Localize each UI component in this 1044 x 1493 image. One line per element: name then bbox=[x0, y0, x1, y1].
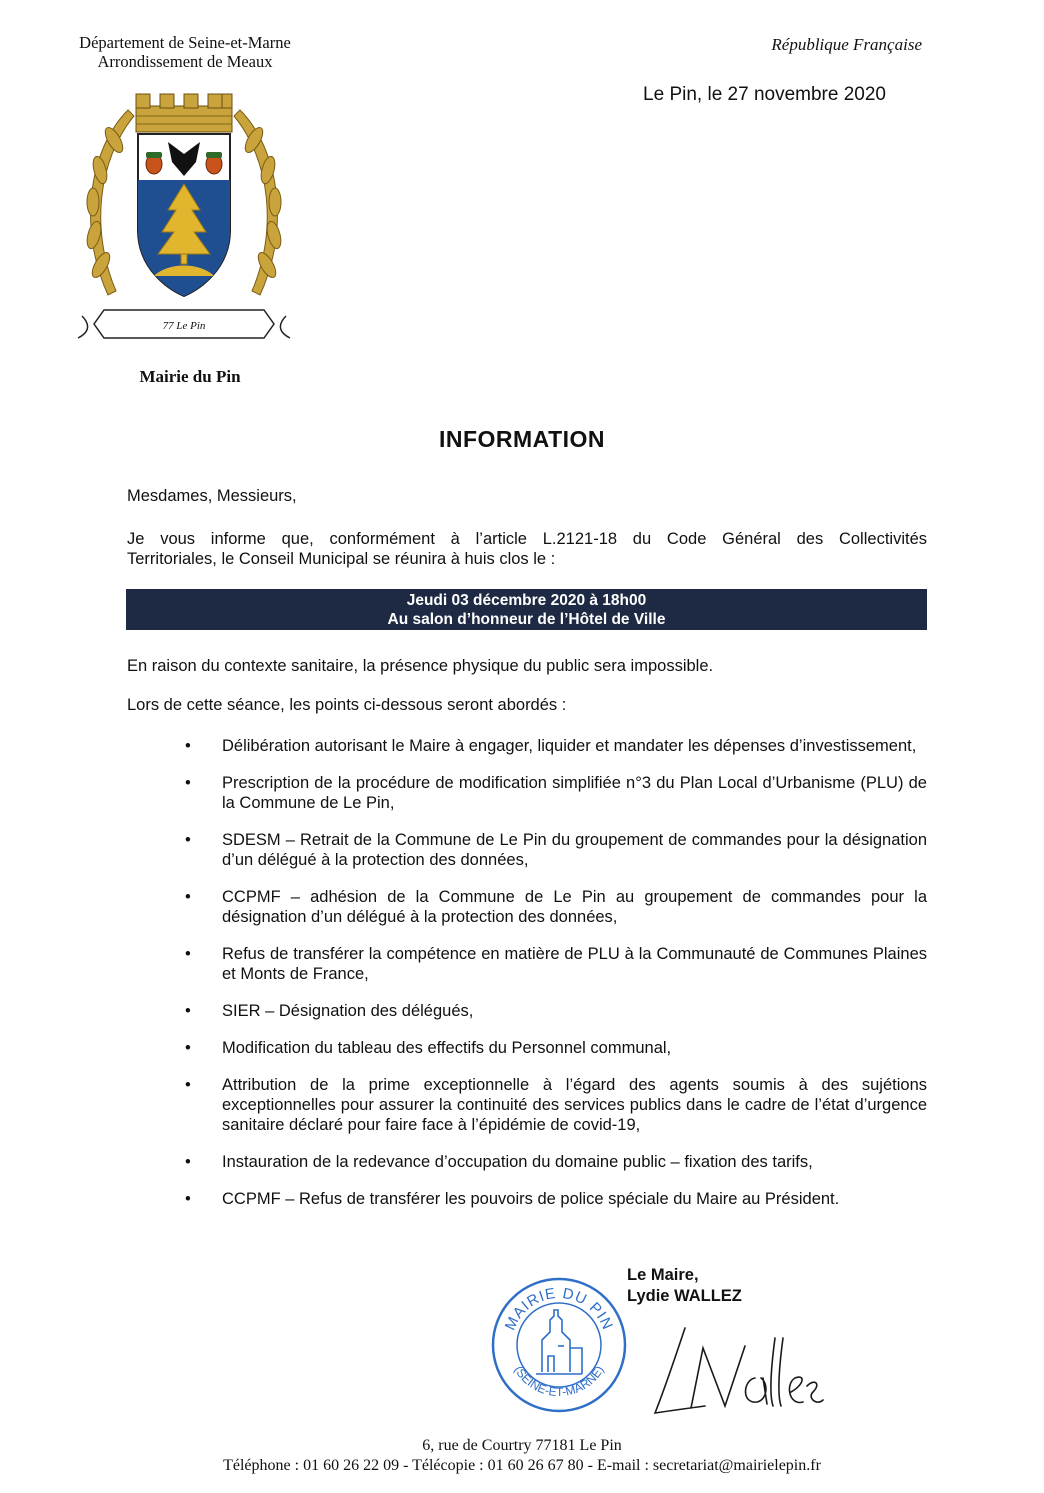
agenda-item-text: SDESM – Retrait de la Commune de Le Pin du groupement de commandes pour la désignation d’un délégué à la protection des données, bbox=[222, 831, 927, 869]
agenda-item bbox=[185, 887, 927, 927]
intro-paragraph bbox=[127, 529, 927, 569]
bullet-icon: • bbox=[185, 945, 191, 963]
agenda-item-text: Attribution de la prime exceptionnelle à l’égard des agents soumis à des sujétions exceptionnelles pour assurer la continuité des services publics dans le cadre de l’état d’urgence sanitaire déclaré pour faire face à l’épidémie de covid-19, bbox=[222, 1076, 927, 1134]
agenda-item-text: CCPMF – adhésion de la Commune de Le Pin au groupement de commandes pour la désignation d’un délégué à la protection des données, bbox=[222, 888, 927, 926]
mairie-stamp bbox=[490, 1276, 628, 1414]
bullet-icon: • bbox=[185, 1076, 191, 1094]
bullet-icon: • bbox=[185, 888, 191, 906]
place-date: Le Pin, le 27 novembre 2020 bbox=[643, 84, 886, 105]
bullet-icon: • bbox=[185, 1002, 191, 1020]
mayor-name: Lydie WALLEZ bbox=[627, 1287, 742, 1305]
intro-line: Territoriales, le Conseil Municipal se réunira à huis clos le : bbox=[127, 550, 556, 568]
footer-address: 6, rue de Courtry 77181 Le Pin bbox=[422, 1437, 622, 1454]
meeting-datetime: Jeudi 03 décembre 2020 à 18h00 bbox=[406, 592, 647, 609]
agenda-item bbox=[185, 944, 927, 984]
agenda-item bbox=[185, 773, 927, 813]
agenda-item-text: SIER – Désignation des délégués, bbox=[222, 1002, 474, 1020]
agenda-item bbox=[185, 1189, 927, 1209]
department-heading bbox=[55, 33, 315, 71]
agenda-item-text: Refus de transférer la compétence en matière de PLU à la Communauté de Communes Plaines et Monts de France, bbox=[222, 945, 927, 983]
meeting-location: Au salon d’honneur de l’Hôtel de Ville bbox=[387, 611, 666, 628]
meeting-banner bbox=[126, 589, 927, 630]
agenda-item bbox=[185, 736, 927, 756]
agenda-item bbox=[185, 1038, 927, 1058]
bullet-icon: • bbox=[185, 1153, 191, 1171]
agenda-item-text: Prescription de la procédure de modification simplifiée n°3 du Plan Local d’Urbanisme (PLU) de la Commune de Le Pin, bbox=[222, 774, 927, 812]
mayor-role: Le Maire, bbox=[627, 1266, 699, 1284]
agenda-item bbox=[185, 830, 927, 870]
agenda-intro: Lors de cette séance, les points ci-dessous seront abordés : bbox=[127, 696, 567, 714]
bullet-icon: • bbox=[185, 831, 191, 849]
stamp-bottom-text: (SEINE-ET-MARNE) bbox=[511, 1363, 607, 1400]
page-title: INFORMATION bbox=[438, 426, 606, 452]
mairie-name: Mairie du Pin bbox=[139, 367, 241, 386]
svg-text:(SEINE-ET-MARNE) bbox=[511, 1363, 606, 1399]
arrondissement-line: Arrondissement de Meaux bbox=[97, 52, 273, 71]
department-line: Département de Seine-et-Marne bbox=[79, 33, 291, 52]
greeting: Mesdames, Messieurs, bbox=[127, 487, 297, 505]
agenda-item-text: Instauration de la redevance d’occupation du domaine public – fixation des tarifs, bbox=[222, 1153, 813, 1171]
coat-of-arms-logo bbox=[68, 80, 300, 352]
bullet-icon: • bbox=[185, 737, 191, 755]
intro-line: Je vous informe que, conformément à l’article L.2121-18 du Code Général des Collectivités bbox=[127, 530, 927, 548]
crest-banner-text: 77 Le Pin bbox=[162, 320, 206, 332]
sanitary-note: En raison du contexte sanitaire, la présence physique du public sera impossible. bbox=[127, 657, 714, 675]
signature-block bbox=[627, 1265, 742, 1307]
agenda-item-text: CCPMF – Refus de transférer les pouvoirs de police spéciale du Maire au Président. bbox=[222, 1190, 840, 1208]
bullet-icon: • bbox=[185, 1039, 191, 1057]
agenda-item bbox=[185, 1075, 927, 1135]
bullet-icon: • bbox=[185, 774, 191, 792]
agenda-item-text: Modification du tableau des effectifs du Personnel communal, bbox=[222, 1039, 672, 1057]
republic-label: République Française bbox=[771, 35, 922, 54]
agenda-item bbox=[185, 1152, 927, 1172]
agenda-item-text: Délibération autorisant le Maire à engager, liquider et mandater les dépenses d’investissement, bbox=[222, 737, 917, 755]
stamp-top-text: MAIRIE DU PIN bbox=[501, 1284, 617, 1333]
footer-contact: Téléphone : 01 60 26 22 09 - Télécopie : 01 60 26 67 80 - E-mail : secretariat@mairielepin.fr bbox=[223, 1457, 821, 1474]
handwritten-signature bbox=[645, 1318, 825, 1428]
bullet-icon: • bbox=[185, 1190, 191, 1208]
agenda-item bbox=[185, 1001, 927, 1021]
agenda-list bbox=[185, 736, 927, 1209]
